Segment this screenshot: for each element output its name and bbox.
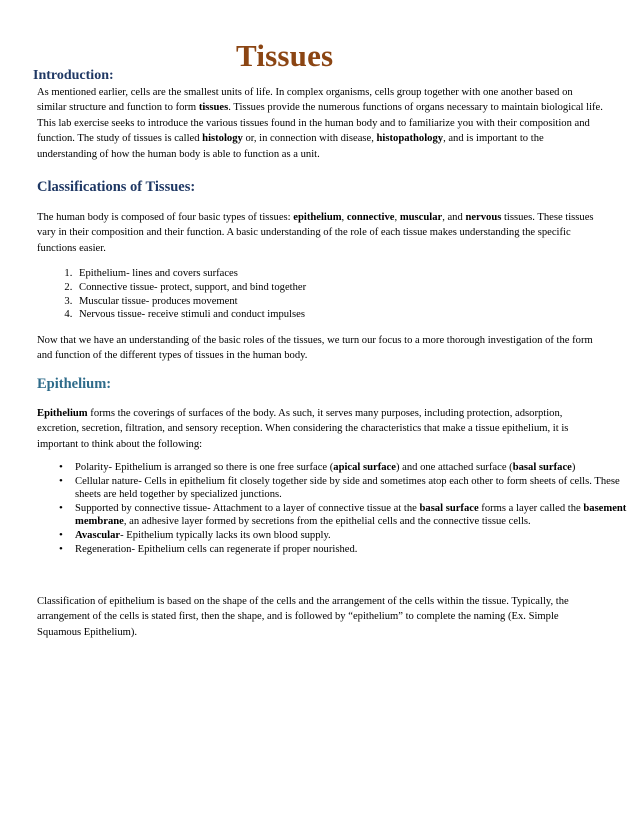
list-item-text [75, 544, 357, 555]
page-title: Tissues [236, 38, 334, 73]
text-run: . Tissues provide the numerous functions of organs necessary to maintain biological life. This lab exercise seeks to introduce the various tissues found in the human body and to familiarize you with their composition and function. The study of tissues is called [37, 102, 603, 145]
bold-term: basal surface [419, 502, 479, 514]
bold-term: Avascular [75, 529, 121, 541]
list-item: 4. Nervous tissue- receive stimuli and conduct impulses [75, 308, 635, 322]
text-run: ) and one attached surface ( [395, 462, 513, 473]
bold-term: basal surface [512, 462, 572, 473]
bold-term: tissues [198, 102, 229, 114]
list-item [59, 474, 635, 502]
bold-term: basement membrane [75, 502, 627, 528]
list-item: 3. Muscular tissue- produces movement [75, 295, 635, 309]
text-run: - Epithelium typically lacks its own blood supply. [120, 529, 331, 541]
list-item [59, 542, 635, 557]
epithelium-paragraph [37, 406, 603, 452]
list-item-text [75, 503, 626, 528]
list-item-text [75, 530, 331, 541]
list-item-text [75, 462, 575, 473]
bullet-icon: • [59, 474, 63, 487]
tissue-types-list [37, 267, 635, 322]
text-run: Supported by connective tissue- Attachment to a layer of connective tissue at the [75, 502, 420, 514]
bullet-icon: • [59, 542, 63, 555]
list-item [59, 501, 635, 529]
text-run: forms a layer called the [478, 502, 584, 514]
text-run: Cellular nature- Cells in epithelium fit closely together side by side and sometimes atop each other to form sheets of cells. These sheets are held together by specialized junctions. [75, 475, 620, 501]
text-run: or, in connection with disease, [242, 133, 377, 145]
text-run: Polarity- Epithelium is arranged so there is one free surface ( [75, 462, 334, 473]
list-item: 1. Epithelium- lines and covers surfaces [75, 267, 635, 281]
bold-term: epithelium [293, 212, 342, 223]
bullet-icon: • [59, 501, 63, 514]
epithelium-heading: Epithelium: [37, 376, 112, 392]
bold-term: Epithelium [37, 408, 88, 419]
text-run: , [341, 212, 347, 223]
list-item: 2. Connective tissue- protect, support, and bind together [75, 281, 635, 295]
epithelium-characteristics-list [37, 461, 635, 556]
bold-term: connective [346, 212, 395, 223]
text-run: , and [442, 212, 466, 223]
text-run: , an adhesive layer formed by secretions from the epithelial cells and the connective tissue cells. [123, 516, 531, 528]
list-item [59, 528, 635, 543]
closing-paragraph: Classification of epithelium is based on the shape of the cells and the arrangement of the cells within the tissue. Typically, the arrangement of the cells is stated first, then the shape, and is followed by “epithelium” to complete the naming (Ex. Simple Squamous Epithelium). [37, 596, 569, 638]
text-run: tissues. These tissues vary in their composition and their function. A basic understanding of the role of each tissue makes understanding the specific functions easier. [37, 212, 594, 254]
text-run: forms the coverings of surfaces of the body. As such, it serves many purposes, including protection, adsorption, excretion, secretion, filtration, and sensory reception. When considering the characteristics that make a tissue epithelium, it is important to think about the following: [37, 408, 569, 450]
bold-term: histopathology [376, 133, 444, 145]
bold-term: histology [202, 133, 243, 145]
text-run: , [394, 212, 400, 223]
bullet-icon: • [59, 528, 63, 541]
transition-paragraph: Now that we have an understanding of the basic roles of the tissues, we turn our focus to a more thorough investigation of the form and function of the different types of tissues in the human body. [37, 335, 593, 362]
bold-term: nervous [465, 212, 502, 223]
bold-term: apical surface [333, 462, 396, 473]
text-run: ) [571, 462, 576, 473]
text-run: As mentioned earlier, cells are the smallest units of life. In complex organisms, cells group together with one another based on similar structure and function to form [37, 87, 573, 114]
classifications-paragraph [37, 210, 603, 256]
introduction-heading: Introduction: [33, 68, 114, 83]
bold-term: muscular [399, 212, 443, 223]
text-run: Regeneration- Epithelium cells can regenerate if proper nourished. [75, 543, 358, 555]
list-item-text [75, 476, 620, 501]
list-item [59, 461, 635, 475]
bullet-icon: • [59, 461, 63, 473]
introduction-paragraph [37, 85, 603, 162]
classifications-heading: Classifications of Tissues: [37, 179, 196, 195]
text-run: , and is important to the understanding of how the human body is able to function as a unit. [37, 133, 544, 160]
text-run: The human body is composed of four basic types of tissues: [37, 212, 294, 223]
